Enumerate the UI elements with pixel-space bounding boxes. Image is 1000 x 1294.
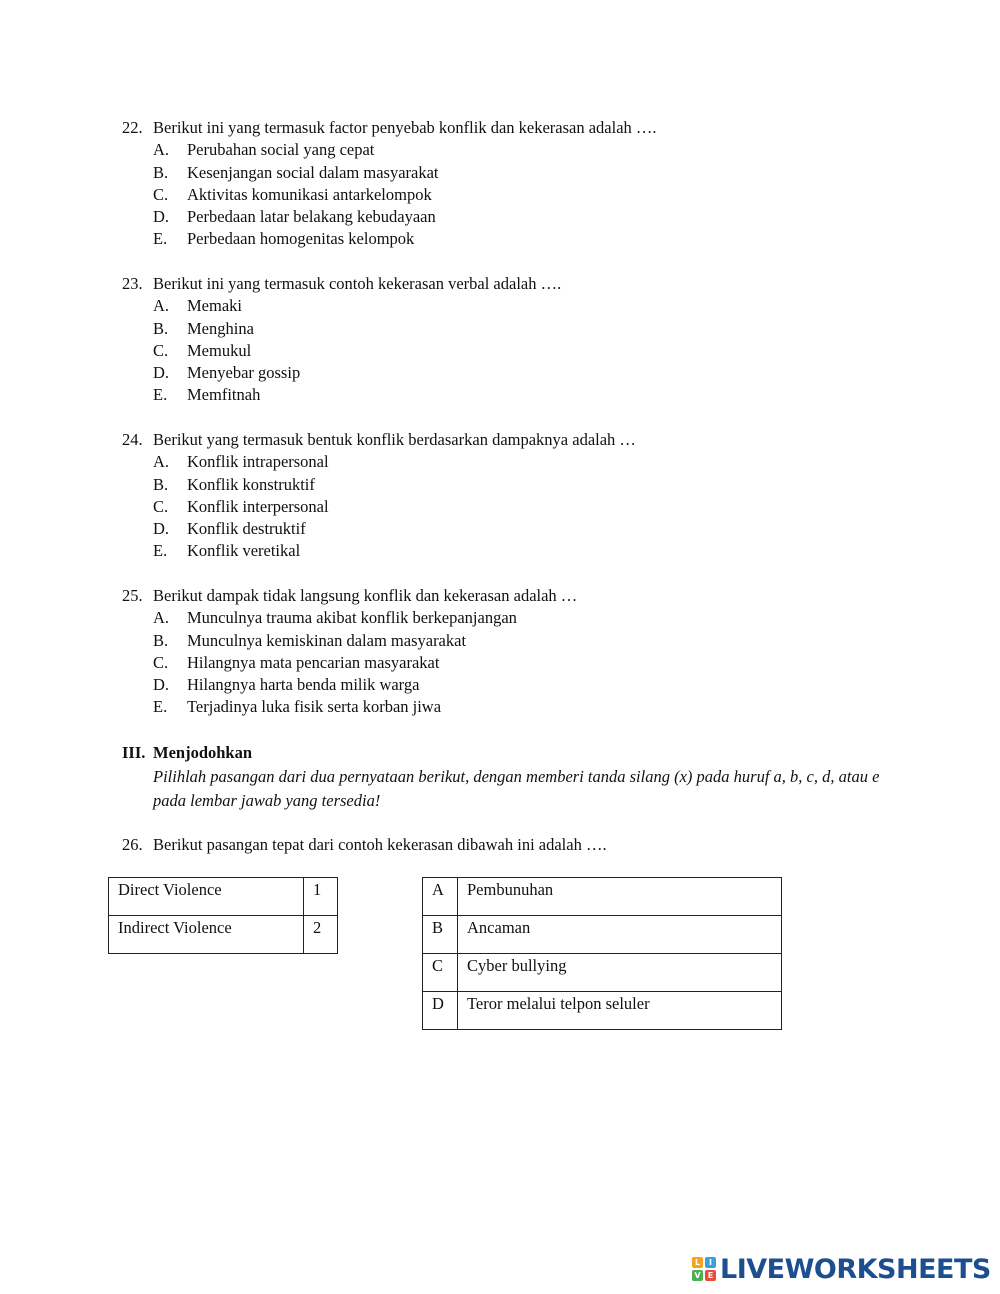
option-e[interactable] bbox=[122, 540, 636, 562]
example-letter: D bbox=[423, 992, 458, 1030]
question-number: 22. bbox=[122, 118, 143, 137]
option-text: Menghina bbox=[187, 318, 254, 338]
violence-type-number: 1 bbox=[304, 878, 338, 916]
option-a[interactable] bbox=[122, 607, 577, 629]
table-row bbox=[109, 916, 338, 954]
table-row bbox=[423, 878, 782, 916]
option-letter: C. bbox=[153, 340, 169, 360]
option-letter: D. bbox=[153, 207, 170, 227]
question-text: Berikut yang termasuk bentuk konflik berdasarkan dampaknya adalah … bbox=[153, 430, 636, 449]
option-text: Perubahan social yang cepat bbox=[187, 140, 375, 160]
question-24 bbox=[122, 429, 636, 563]
option-text: Konflik veretikal bbox=[187, 541, 301, 561]
option-text: Konflik konstruktif bbox=[187, 474, 315, 494]
section-title: Menjodohkan bbox=[153, 743, 253, 762]
section-instruction: Pilihlah pasangan dari dua pernyataan berikut, dengan memberi tanda silang (x) pada huruf a, b, c, d, atau e pada lembar jawab yang tersedia! bbox=[153, 767, 880, 810]
option-a[interactable] bbox=[122, 295, 561, 317]
section-heading bbox=[122, 741, 893, 765]
example-text: Pembunuhan bbox=[458, 878, 782, 916]
option-b[interactable] bbox=[122, 318, 561, 340]
option-letter: D. bbox=[153, 675, 170, 695]
option-letter: A. bbox=[153, 608, 170, 628]
violence-type-label: Indirect Violence bbox=[109, 916, 304, 954]
option-text: Perbedaan homogenitas kelompok bbox=[187, 229, 415, 249]
violence-type-number: 2 bbox=[304, 916, 338, 954]
option-e[interactable] bbox=[122, 696, 577, 718]
option-b[interactable] bbox=[122, 630, 577, 652]
example-letter: C bbox=[423, 954, 458, 992]
violence-example-table bbox=[422, 877, 782, 1030]
option-letter: C. bbox=[153, 496, 169, 516]
option-c[interactable] bbox=[122, 340, 561, 362]
example-letter: B bbox=[423, 916, 458, 954]
option-text: Kesenjangan social dalam masyarakat bbox=[187, 162, 439, 182]
option-d[interactable] bbox=[122, 518, 636, 540]
option-text: Aktivitas komunikasi antarkelompok bbox=[187, 184, 432, 204]
option-text: Memaki bbox=[187, 296, 242, 316]
option-letter: B. bbox=[153, 318, 169, 338]
question-22 bbox=[122, 117, 657, 251]
table-row bbox=[109, 878, 338, 916]
option-e[interactable] bbox=[122, 384, 561, 406]
question-number: 26. bbox=[122, 835, 143, 854]
option-text: Menyebar gossip bbox=[187, 363, 301, 383]
example-letter: A bbox=[423, 878, 458, 916]
violence-type-table bbox=[108, 877, 338, 954]
logo-mark-icon: L I V E bbox=[692, 1257, 716, 1281]
option-text: Konflik interpersonal bbox=[187, 496, 329, 516]
option-c[interactable] bbox=[122, 652, 577, 674]
option-text: Memfitnah bbox=[187, 385, 261, 405]
option-letter: C. bbox=[153, 184, 169, 204]
question-number: 25. bbox=[122, 586, 143, 605]
table-row bbox=[423, 992, 782, 1030]
option-e[interactable] bbox=[122, 228, 657, 250]
option-text: Perbedaan latar belakang kebudayaan bbox=[187, 207, 436, 227]
option-text: Konflik destruktif bbox=[187, 519, 306, 539]
option-a[interactable] bbox=[122, 139, 657, 161]
option-letter: E. bbox=[153, 229, 168, 249]
example-text: Teror melalui telpon seluler bbox=[458, 992, 782, 1030]
option-d[interactable] bbox=[122, 206, 657, 228]
option-letter: E. bbox=[153, 697, 168, 717]
option-letter: A. bbox=[153, 452, 170, 472]
option-letter: E. bbox=[153, 385, 168, 405]
option-letter: B. bbox=[153, 630, 169, 650]
question-number: 24. bbox=[122, 430, 143, 449]
option-c[interactable] bbox=[122, 184, 657, 206]
question-text: Berikut ini yang termasuk contoh kekerasan verbal adalah …. bbox=[153, 274, 562, 293]
section-matching bbox=[122, 741, 893, 813]
question-number: 23. bbox=[122, 274, 143, 293]
option-b[interactable] bbox=[122, 474, 636, 496]
option-letter: A. bbox=[153, 296, 170, 316]
table-row bbox=[423, 954, 782, 992]
question-text: Berikut pasangan tepat dari contoh kekerasan dibawah ini adalah …. bbox=[153, 835, 607, 854]
option-text: Munculnya trauma akibat konflik berkepanjangan bbox=[187, 608, 517, 628]
option-c[interactable] bbox=[122, 496, 636, 518]
option-text: Hilangnya mata pencarian masyarakat bbox=[187, 652, 440, 672]
question-26 bbox=[122, 834, 607, 856]
violence-type-label: Direct Violence bbox=[109, 878, 304, 916]
question-text: Berikut dampak tidak langsung konflik dan kekerasan adalah … bbox=[153, 586, 578, 605]
example-text: Cyber bullying bbox=[458, 954, 782, 992]
option-text: Hilangnya harta benda milik warga bbox=[187, 675, 420, 695]
question-25 bbox=[122, 585, 577, 719]
option-d[interactable] bbox=[122, 674, 577, 696]
option-text: Munculnya kemiskinan dalam masyarakat bbox=[187, 630, 467, 650]
option-d[interactable] bbox=[122, 362, 561, 384]
section-number: III. bbox=[122, 743, 146, 762]
question-text: Berikut ini yang termasuk factor penyebab konflik dan kekerasan adalah …. bbox=[153, 118, 657, 137]
option-a[interactable] bbox=[122, 451, 636, 473]
option-letter: D. bbox=[153, 519, 170, 539]
option-letter: C. bbox=[153, 652, 169, 672]
table-row bbox=[423, 916, 782, 954]
option-letter: A. bbox=[153, 140, 170, 160]
option-text: Terjadinya luka fisik serta korban jiwa bbox=[187, 697, 442, 717]
option-letter: E. bbox=[153, 541, 168, 561]
liveworksheets-logo[interactable] bbox=[692, 1254, 991, 1284]
example-text: Ancaman bbox=[458, 916, 782, 954]
logo-text: LIVEWORKSHEETS bbox=[720, 1253, 991, 1285]
option-letter: B. bbox=[153, 162, 169, 182]
option-letter: D. bbox=[153, 363, 170, 383]
option-b[interactable] bbox=[122, 162, 657, 184]
option-letter: B. bbox=[153, 474, 169, 494]
question-23 bbox=[122, 273, 561, 407]
option-text: Konflik intrapersonal bbox=[187, 452, 329, 472]
option-text: Memukul bbox=[187, 340, 252, 360]
